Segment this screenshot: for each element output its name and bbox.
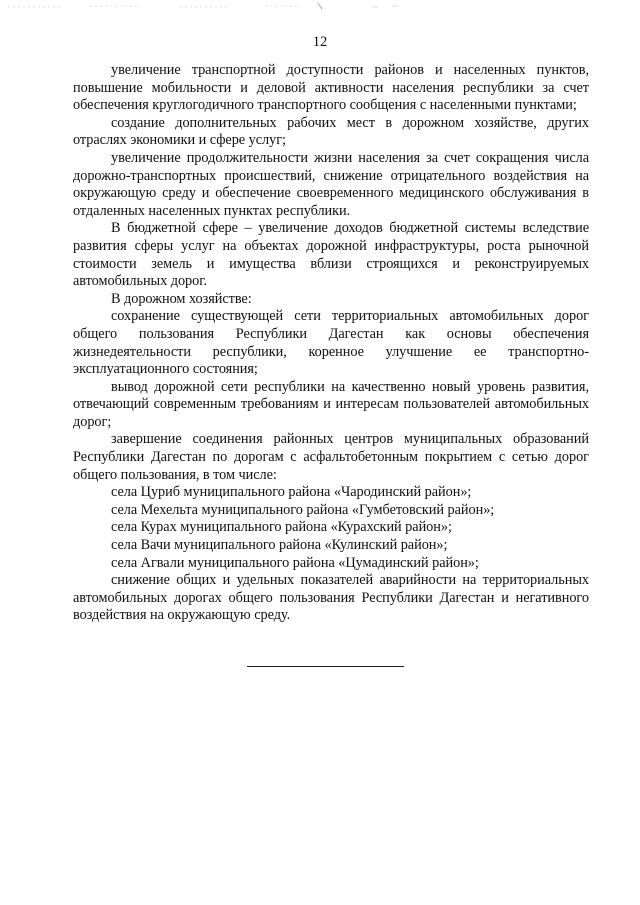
list-item-village: села Агвали муниципального района «Цумадинский район»; <box>111 554 479 571</box>
paragraph-transport-accessibility: увеличение транспортной доступности районов и населенных пунктов, повышение мобильности и деловой активности населения республики за счет обеспечения круглогодичного транспортного сообщения с населенными пунктами; <box>73 62 589 114</box>
document-body <box>73 62 589 625</box>
paragraph-additional-jobs: создание дополнительных рабочих мест в дорожном хозяйстве, других отраслях экономики и сфере услуг; <box>73 114 589 149</box>
closing-divider <box>247 666 404 667</box>
list-item-village: села Вачи муниципального района «Кулинский район»; <box>111 537 448 554</box>
paragraph-district-centers: завершение соединения районных центров муниципальных образований Республики Дагестан по дорогам с асфальтобетонным покрытием с сетью дорог общего пользования, в том числе: <box>73 431 589 483</box>
paragraph-network-preservation: сохранение существующей сети территориальных автомобильных дорог общего пользования Республики Дагестан как основы обеспечения жизнедеятельности республики, коренное улучшение ее транспортно-эксплуатационного состояния; <box>73 308 589 378</box>
paragraph-network-development: вывод дорожной сети республики на качественно новый уровень развития, отвечающий современным требованиям и интересам пользователей автомобильных дорог; <box>73 378 589 430</box>
paragraph-life-expectancy: увеличение продолжительности жизни населения за счет сокращения числа дорожно-транспортных происшествий, снижение отрицательного воздействия на окружающую среду и обеспечение своевременного медицинского обслуживания в отдаленных населенных пунктах республики. <box>73 149 589 219</box>
scan-edge-artifact <box>0 0 640 10</box>
list-item-village: села Мехельта муниципального района «Гумбетовский район»; <box>111 501 495 518</box>
paragraph-accident-reduction: снижение общих и удельных показателей аварийности на территориальных автомобильных дорогах общего пользования Республики Дагестан и негативного воздействия на окружающую среду. <box>73 572 589 624</box>
paragraph-budget-sphere: В бюджетной сфере – увеличение доходов бюджетной системы вследствие развития сферы услуг на объектах дорожной инфраструктуры, роста рыночной стоимости земель и имущества вблизи строящихся и реконструируемых автомобильных дорог. <box>73 220 589 290</box>
paragraph-road-economy-heading: В дорожном хозяйстве: <box>111 290 252 307</box>
list-item-village: села Цуриб муниципального района «Чародинский район»; <box>111 484 472 501</box>
list-item-village: села Курах муниципального района «Курахский район»; <box>111 519 452 536</box>
page-number: 12 <box>312 34 328 50</box>
